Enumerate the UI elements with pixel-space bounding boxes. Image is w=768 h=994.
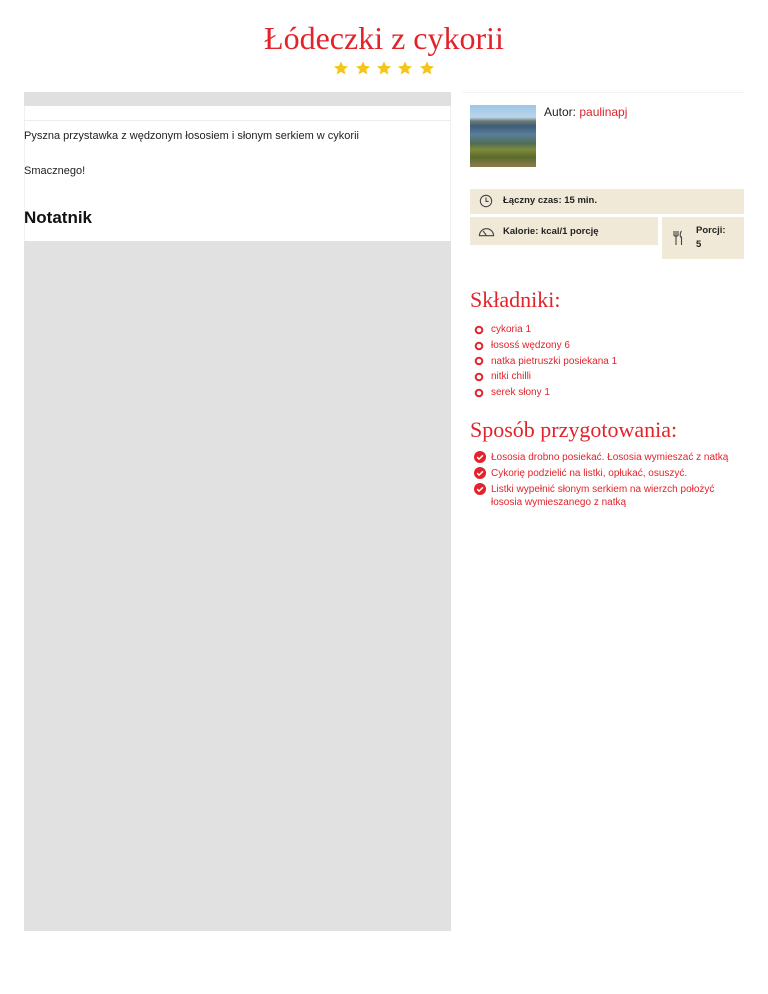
portions-box bbox=[662, 217, 744, 259]
preparation-heading: Sposób przygotowania: bbox=[470, 417, 678, 442]
circle-bullet-icon bbox=[474, 325, 484, 335]
list-item bbox=[474, 385, 617, 401]
author-avatar[interactable] bbox=[470, 105, 536, 167]
star-icon[interactable] bbox=[419, 60, 435, 76]
ingredient-text: cykoria 1 bbox=[491, 324, 532, 336]
list-item bbox=[474, 467, 748, 480]
preparation-steps bbox=[474, 451, 748, 512]
check-circle-icon bbox=[474, 467, 486, 479]
check-circle-icon bbox=[474, 483, 486, 495]
list-item bbox=[474, 338, 617, 354]
divider bbox=[24, 120, 451, 121]
star-icon[interactable] bbox=[355, 60, 371, 76]
ingredient-text: serek słony 1 bbox=[491, 387, 550, 399]
star-icon[interactable] bbox=[397, 60, 413, 76]
notes-heading: Notatnik bbox=[24, 208, 92, 227]
gauge-icon bbox=[478, 224, 495, 238]
image-placeholder-bar bbox=[24, 92, 451, 106]
ingredient-text: łososś wędzony 6 bbox=[491, 340, 570, 352]
author-link[interactable]: paulinapj bbox=[579, 105, 628, 119]
step-text: Łososia drobno posiekać. Łososia wymieszać z natką bbox=[491, 452, 729, 463]
calories: Kalorie: kcal/1 porcję bbox=[503, 226, 599, 237]
ingredients-list bbox=[474, 322, 617, 400]
list-item bbox=[474, 369, 617, 385]
circle-bullet-icon bbox=[474, 341, 484, 351]
check-circle-icon bbox=[474, 451, 486, 463]
ingredient-text: nitki chilli bbox=[491, 371, 532, 383]
circle-bullet-icon bbox=[474, 388, 484, 398]
step-text: Listki wypełnić słonym serkiem na wierzch położyć łososia wymieszanego z natką bbox=[491, 484, 715, 508]
calories-box bbox=[470, 217, 658, 245]
circle-bullet-icon bbox=[474, 372, 484, 382]
step-text: Cykorię podzielić na listki, opłukać, osuszyć. bbox=[491, 468, 688, 479]
fork-knife-icon bbox=[672, 230, 684, 246]
star-icon[interactable] bbox=[333, 60, 349, 76]
ingredient-text: natka pietruszki posiekana 1 bbox=[491, 355, 618, 367]
notes-placeholder bbox=[24, 241, 451, 931]
divider bbox=[462, 92, 744, 93]
clock-icon bbox=[479, 194, 493, 208]
portions-value: 5 bbox=[696, 239, 702, 250]
time-box bbox=[470, 189, 744, 214]
rating-stars[interactable] bbox=[0, 60, 768, 81]
list-item bbox=[474, 353, 617, 369]
portions-label: Porcji: bbox=[696, 225, 726, 236]
star-icon[interactable] bbox=[376, 60, 392, 76]
author-label: Autor: bbox=[544, 105, 577, 119]
total-time: Łączny czas: 15 min. bbox=[503, 195, 597, 206]
recipe-closing: Smacznego! bbox=[24, 165, 86, 177]
ingredients-heading: Składniki: bbox=[470, 287, 561, 312]
list-item bbox=[474, 322, 617, 338]
recipe-description: Pyszna przystawka z wędzonym łososiem i słonym serkiem w cykorii bbox=[24, 130, 359, 142]
list-item bbox=[474, 451, 748, 464]
circle-bullet-icon bbox=[474, 356, 484, 366]
recipe-title: Łódeczki z cykorii bbox=[264, 20, 504, 56]
list-item bbox=[474, 483, 748, 509]
author-line bbox=[544, 105, 627, 119]
